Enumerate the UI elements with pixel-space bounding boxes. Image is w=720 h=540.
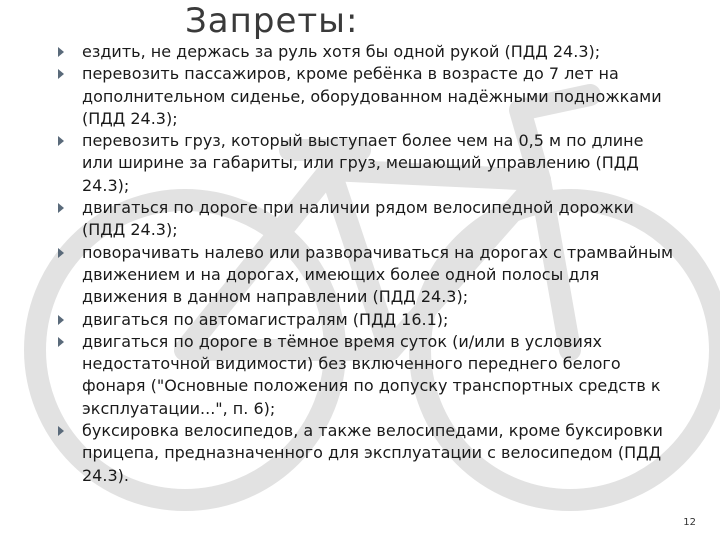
bullet-arrow-icon bbox=[58, 69, 64, 79]
page-number: 12 bbox=[683, 517, 696, 528]
list-item bbox=[58, 130, 678, 197]
list-item-text: двигаться по дороге в тёмное время суток (и/или в условиях недостаточной видимости) без включенного переднего белого фонаря ("Основные положения по допуску транспортных средств к эксплуатации...", п. 6); bbox=[82, 331, 661, 418]
bullet-arrow-icon bbox=[58, 47, 64, 57]
bullet-list bbox=[58, 41, 678, 487]
list-item bbox=[58, 242, 678, 309]
list-item bbox=[58, 420, 678, 487]
list-item-text: ездить, не держась за руль хотя бы одной рукой (ПДД 24.3); bbox=[82, 42, 601, 61]
list-item bbox=[58, 63, 678, 130]
bullet-arrow-icon bbox=[58, 203, 64, 213]
list-item-text: двигаться по автомагистралям (ПДД 16.1); bbox=[82, 309, 449, 329]
list-item-text: буксировка велосипедов, а также велосипедами, кроме буксировки прицепа, предназначенного для эксплуатации с велосипедом (ПДД 24.3). bbox=[82, 421, 663, 485]
bullet-arrow-icon bbox=[58, 315, 64, 325]
bullet-arrow-icon bbox=[58, 136, 64, 146]
bullet-arrow-icon bbox=[58, 248, 64, 258]
list-item bbox=[58, 197, 678, 242]
list-item bbox=[58, 41, 678, 63]
bullet-arrow-icon bbox=[58, 426, 64, 436]
slide-title: Запреты: bbox=[185, 1, 359, 41]
list-item-text: перевозить груз, который выступает более чем на 0,5 м по длине или ширине за габариты, или груз, мешающий управлению (ПДД 24.3); bbox=[82, 131, 644, 195]
bullet-arrow-icon bbox=[58, 337, 64, 347]
list-item bbox=[58, 331, 678, 420]
list-item bbox=[58, 309, 678, 331]
list-item-text: поворачивать налево или разворачиваться на дорогах с трамвайным движением и на дорогах, имеющих более одной полосы для движения в данном направлении (ПДД 24.3); bbox=[82, 242, 674, 307]
list-item-text: двигаться по дороге при наличии рядом велосипедной дорожки (ПДД 24.3); bbox=[82, 198, 634, 240]
list-item-text: перевозить пассажиров, кроме ребёнка в возрасте до 7 лет на дополнительном сиденье, оборудованном надёжными подножками (ПДД 24.3); bbox=[82, 64, 662, 128]
